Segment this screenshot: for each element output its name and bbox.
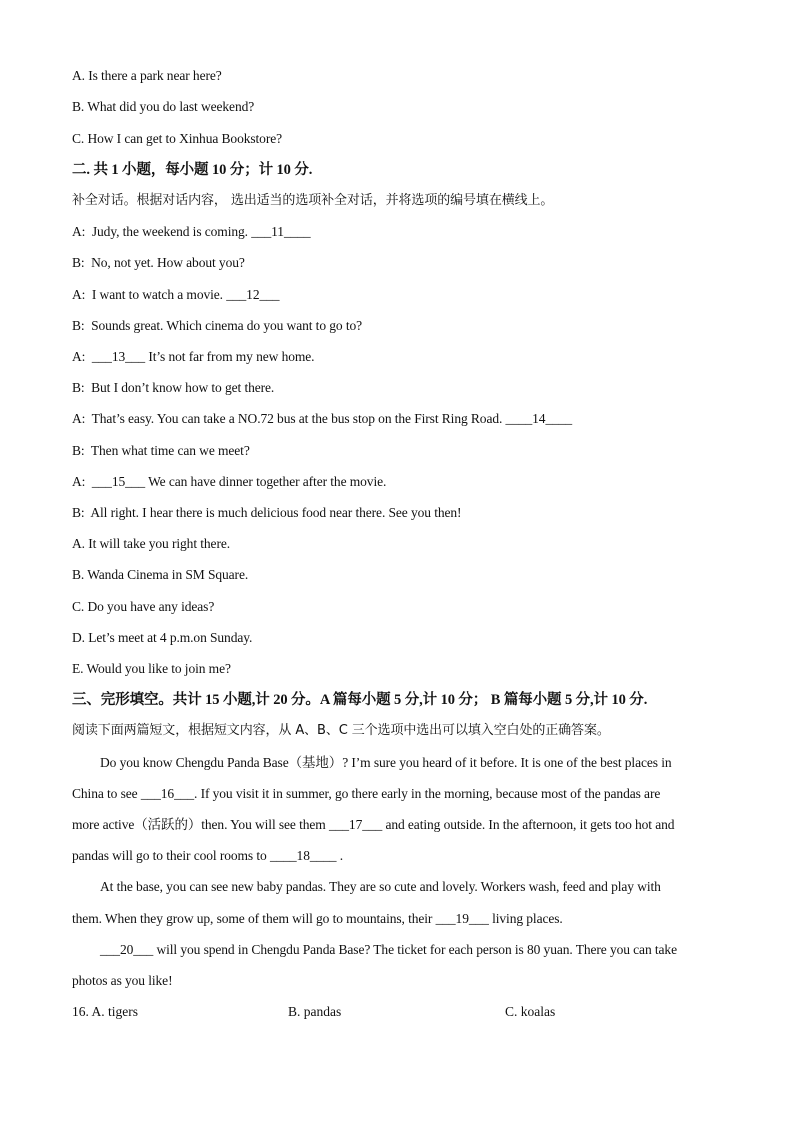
dialogue-line [72, 286, 279, 304]
passage-line [72, 910, 563, 928]
passage-line [72, 972, 172, 990]
passage-line [72, 785, 660, 803]
speaker: A: [72, 349, 86, 364]
answer-blank: ___15___ [91, 474, 146, 489]
dialogue-line [72, 442, 250, 460]
speaker: A: [72, 474, 86, 489]
answer-blank: ___13___ [91, 349, 146, 364]
speaker: B: [72, 443, 85, 458]
line-text: Judy, the weekend is coming. [91, 224, 252, 239]
speaker: B: [72, 505, 85, 520]
passage-text: China to see [72, 786, 141, 801]
option-line: D. Let’s meet at 4 p.m.on Sunday. [72, 630, 253, 645]
answer-blank: ___12___ [226, 287, 280, 302]
speaker: B: [72, 380, 85, 395]
line-text: All right. I hear there is much delicious food near there. See you then! [90, 505, 462, 520]
passage-text: more active（活跃的）then. You will see them [72, 817, 329, 832]
dialogue-line [72, 317, 362, 335]
passage-text: pandas will go to their cool rooms to [72, 848, 270, 863]
section-heading: 二. 共 1 小题，每小题 10 分；计 10 分. [72, 162, 313, 178]
speaker: A: [72, 224, 86, 239]
dialogue-line [72, 410, 572, 428]
option-line: C. Do you have any ideas? [72, 599, 215, 614]
answer-blank: ___11____ [251, 224, 311, 239]
dialogue-line [72, 504, 461, 522]
option-line: A. Is there a park near here? [72, 68, 222, 83]
section-instruction: 阅读下面两篇短文，根据短文内容，从 A、B、C 三个选项中选出可以填入空白处的正确答案。 [72, 723, 610, 738]
question-16-option-c: C. koalas [505, 1004, 556, 1019]
option-line: E. Would you like to join me? [72, 661, 231, 676]
answer-blank: ____14____ [505, 411, 573, 426]
line-text: But I don’t know how to get there. [91, 380, 275, 395]
line-text: Sounds great. Which cinema do you want to go to? [91, 318, 363, 333]
section-heading: 三、完形填空。共计 15 小题,计 20 分。A 篇每小题 5 分,计 10 分； B 篇每小题 5 分,计 10 分. [72, 692, 648, 708]
passage-text: will you spend in Chengdu Panda Base? The ticket for each person is 80 yuan. There you can take [153, 942, 677, 957]
dialogue-line [72, 473, 386, 491]
passage-text: At the base, you can see new baby pandas. They are so cute and lovely. Workers wash, feed and play with [100, 879, 661, 894]
line-text: It’s not far from my new home. [145, 349, 315, 364]
speaker: B: [72, 255, 85, 270]
speaker: A: [72, 411, 86, 426]
passage-text: them. When they grow up, some of them will go to mountains, their [72, 911, 436, 926]
question-16-option-b: B. pandas [288, 1004, 342, 1019]
answer-blank: ____18____ [269, 848, 337, 863]
option-line: B. Wanda Cinema in SM Square. [72, 567, 249, 582]
option-line: C. How I can get to Xinhua Bookstore? [72, 131, 283, 146]
answer-blank: ___20___ [100, 942, 154, 957]
passage-text: Do you know Chengdu Panda Base（基地）? I’m sure you heard of it before. It is one of the best places in [100, 755, 672, 770]
passage-line [100, 754, 672, 772]
passage-line [100, 941, 677, 959]
line-text: That’s easy. You can take a NO.72 bus at the bus stop on the First Ring Road. [91, 411, 506, 426]
section-instruction: 补全对话。根据对话内容， 选出适当的选项补全对话，并将选项的编号填在横线上。 [72, 193, 554, 208]
dialogue-line [72, 223, 311, 241]
passage-text: . If you visit it in summer, go there early in the morning, because most of the pandas are [194, 786, 661, 801]
line-text: I want to watch a movie. [91, 287, 227, 302]
speaker: B: [72, 318, 85, 333]
option-line: B. What did you do last weekend? [72, 99, 255, 114]
dialogue-line [72, 348, 314, 366]
line-text: We can have dinner together after the movie. [145, 474, 387, 489]
answer-blank: ___19___ [435, 911, 489, 926]
passage-text: . [336, 848, 344, 863]
answer-blank: ___16___ [140, 786, 195, 801]
passage-text: living places. [488, 911, 563, 926]
passage-line [72, 847, 343, 865]
dialogue-line [72, 379, 274, 397]
passage-text: and eating outside. In the afternoon, it gets too hot and [382, 817, 675, 832]
passage-line [72, 816, 674, 834]
speaker: A: [72, 287, 86, 302]
option-line: A. It will take you right there. [72, 536, 231, 551]
dialogue-line [72, 254, 245, 272]
line-text: Then what time can we meet? [90, 443, 250, 458]
passage-text: photos as you like! [72, 973, 173, 988]
line-text: No, not yet. How about you? [91, 255, 245, 270]
answer-blank: ___17___ [328, 817, 383, 832]
question-16-option-a: 16. A. tigers [72, 1004, 138, 1019]
passage-line [100, 878, 661, 896]
